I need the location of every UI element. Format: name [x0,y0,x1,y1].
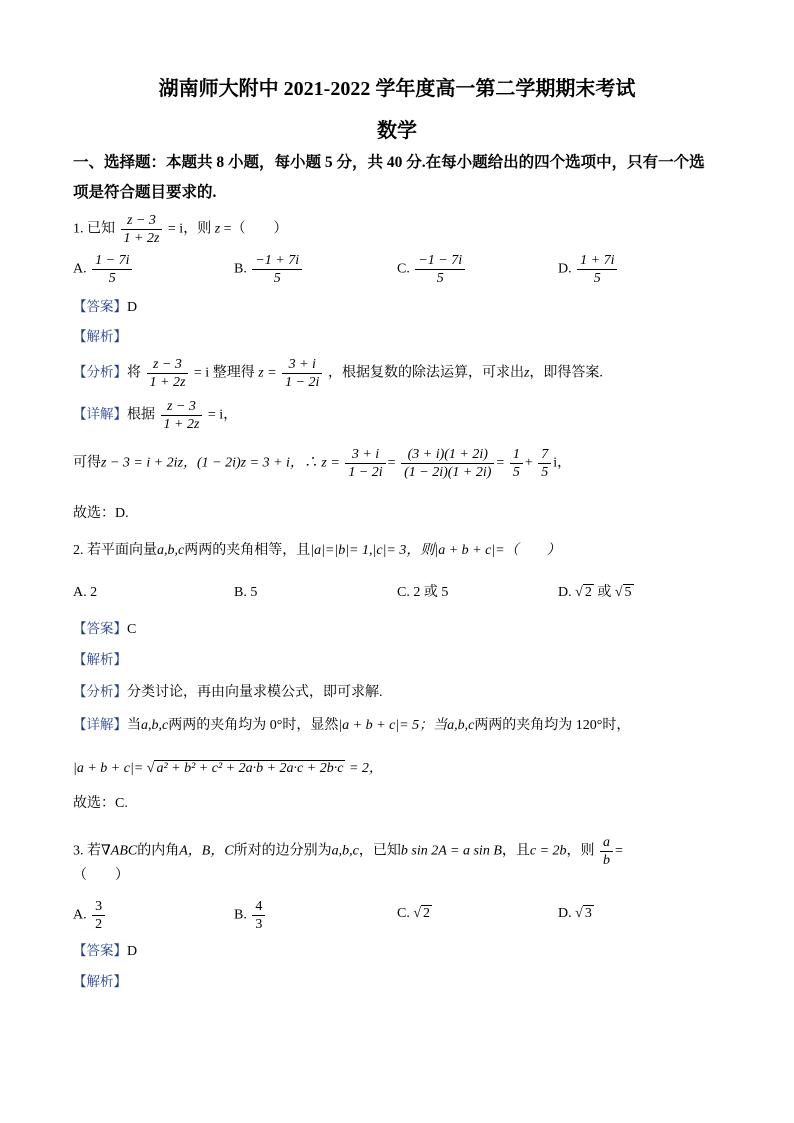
q3-paren: （ ） [73,868,129,883]
q1-analysis-label: 【解析】 [73,329,127,345]
q2-fenxi: 【分析】分类讨论，再由向量求模公式，即可求解. [73,684,383,700]
q1-detail: 【详解】根据 $\frac{z - 3}{1 + 2z}$ = i， [73,399,238,432]
q1-fraction: $\frac{z - 3}{1 + 2z}$ [121,212,163,247]
q3-option-d: D. √ 3 [558,906,592,921]
q1-option-a: A. $\frac{1 - 7i}{5}$ [73,252,134,287]
q2-analysis-label: 【解析】 [73,652,127,668]
exam-title: 湖南师大附中 2021-2022 学年度高一第二学期期末考试 [158,78,636,100]
q3-option-c: C. √ 2 [397,906,431,921]
q1-derivation: 可得z − 3 = i + 2iz，(1 − 2i)z = 3 + i，∴ z = $\frac{3 + i}{1 - 2i}$ = $\frac{(3 + i)(1 + 2i)}{(1 - 2i)(1 + 2i)}$ = $\frac{1}{5}$ + $\frac{7}{5}$ i， [73,447,572,480]
subject-title: 数学 [377,120,417,142]
q2-answer: 【答案】C [73,621,137,637]
q2-option-b: B. 5 [234,585,258,600]
section-heading-line1: 一、选择题：本题共 8 小题，每小题 5 分，共 40 分.在每小题给出的四个选项中，只有一个选 [73,154,705,171]
q1-option-c: C. $\frac{-1 - 7i}{5}$ [397,252,467,287]
q2-stem: 2. 若平面向量a,b,c两两的夹角相等，且|a|=|b|= 1,|c|= 3，则|a + b + c|=（ ） [73,543,561,558]
q3-option-b: B. $\frac{4}{3}$ [234,898,267,933]
q2-calculation: |a + b + c|= √ a² + b² + c² + 2a·b + 2a·c + 2b·c = 2， [73,761,383,776]
q2-option-c: C. 2 或 5 [397,585,449,600]
q2-option-d: D. √ 2 或 √ 5 [558,585,632,600]
q1-answer: 【答案】D [73,299,138,315]
section-heading-line2: 项是符合题目要求的. [73,184,217,201]
q2-conclusion: 故选：C. [73,796,128,811]
q3-answer: 【答案】D [73,943,138,959]
q2-option-a: A. 2 [73,585,98,600]
q3-stem: 3. 若∇ABC的内角A，B，C所对的边分别为a,b,c，已知b sin 2A = a sin B，且c = 2b，则 $\frac{a}{b}$ = [73,835,623,868]
q3-analysis-label: 【解析】 [73,974,127,990]
q1-conclusion: 故选：D. [73,506,129,521]
q3-option-a: A. $\frac{3}{2}$ [73,898,107,933]
q1-stem: 1. 已知 $\frac{z - 3}{1 + 2z}$ = i，则 z =（ ） [73,213,288,246]
q1-option-d: D. $\frac{1 + 7i}{5}$ [558,252,619,287]
q1-option-b: B. $\frac{-1 + 7i}{5}$ [234,252,304,287]
q2-detail: 【详解】当a,b,c两两的夹角均为 0°时，显然|a + b + c|= 5；当a,b,c两两的夹角均为 120°时， [73,717,631,733]
q1-fenxi: 【分析】将 $\frac{z - 3}{1 + 2z}$ = i 整理得 z = $\frac{3 + i}{1 - 2i}$ ，根据复数的除法运算，可求出z，即得答案. [73,357,603,390]
